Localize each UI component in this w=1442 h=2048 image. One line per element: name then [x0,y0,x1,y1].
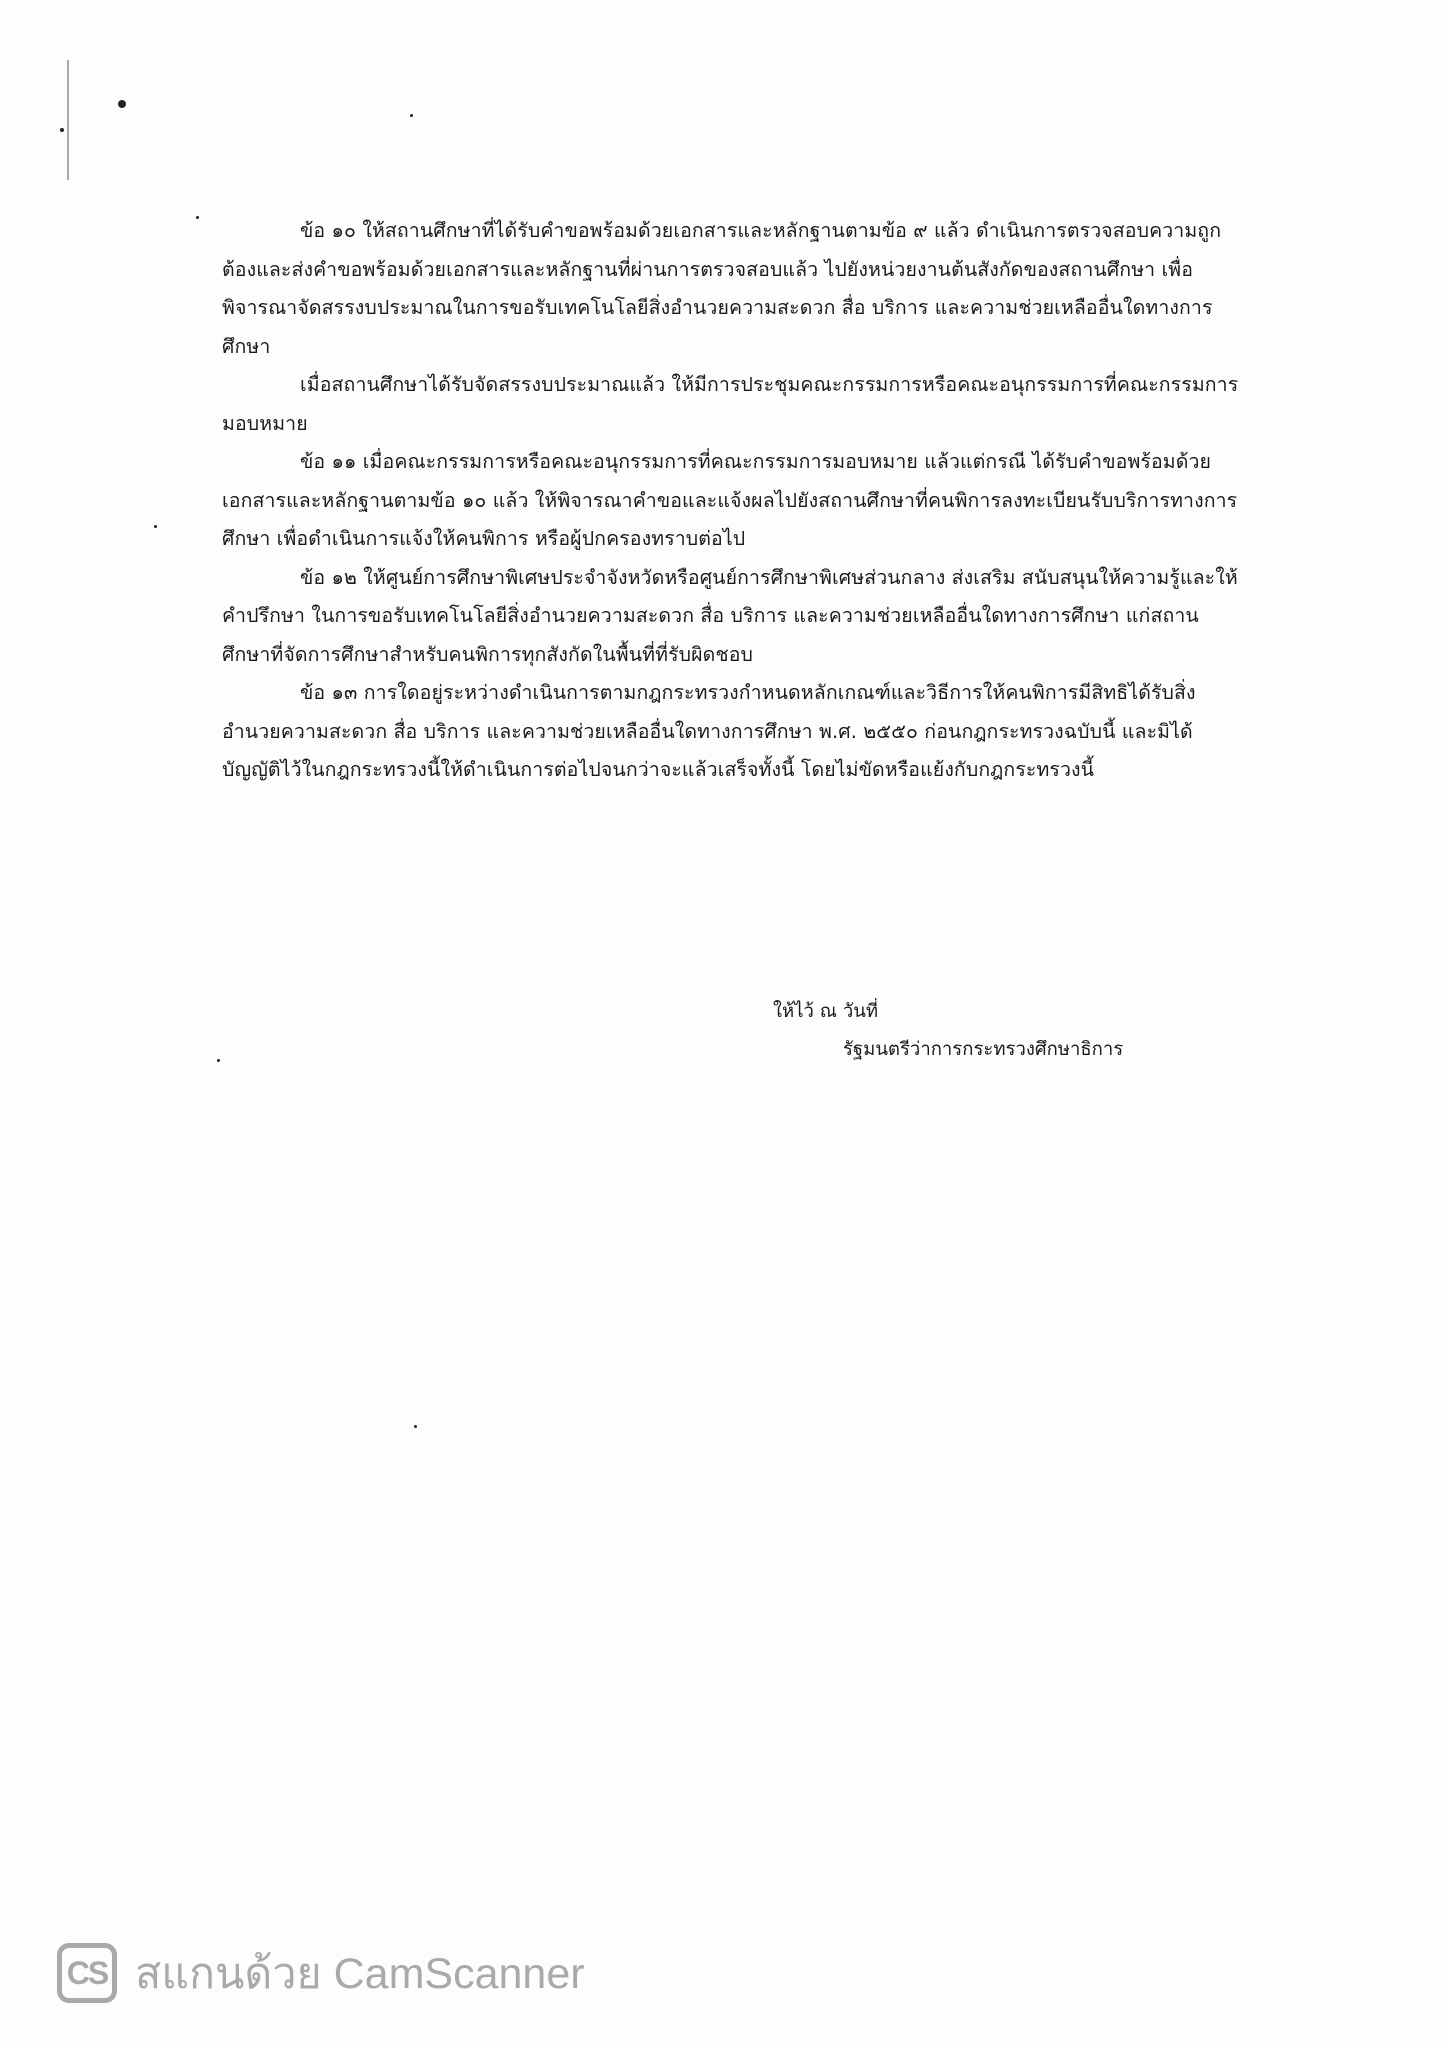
margin-rule [67,60,69,180]
scan-speck [410,114,413,117]
document-body [222,212,1242,790]
scan-speck [217,1059,220,1062]
camscanner-watermark [57,1939,585,2007]
scan-speck [60,128,64,132]
given-date-line: ให้ไว้ ณ วันที่ [773,1001,879,1022]
scan-speck [414,1425,417,1428]
scan-speck [118,100,126,108]
minister-title: รัฐมนตรีว่าการกระทรวงศึกษาธิการ [843,1039,1124,1060]
clause-12: ข้อ ๑๒ ให้ศูนย์การศึกษาพิเศษประจำจังหวัดหรือศูนย์การศึกษาพิเศษส่วนกลาง ส่งเสริม สนับสนุนให้ความรู้และให้คำปรึกษา ในการขอรับเทคโนโลยีสิ่งอำนวยความสะดวก สื่อ บริการ และความช่วยเหลืออื่นใดทางการศึกษา แก่สถานศึกษาที่จัดการศึกษาสำหรับคนพิการทุกสังกัดในพื้นที่ที่รับผิดชอบ [222,565,1238,666]
signature-block [773,993,1123,1069]
camscanner-logo-icon: CS [57,1943,117,2003]
clause-13: ข้อ ๑๓ การใดอยู่ระหว่างดำเนินการตามกฎกระทรวงกำหนดหลักเกณฑ์และวิธีการให้คนพิการมีสิทธิได้รับสิ่งอำนวยความสะดวก สื่อ บริการ และความช่วยเหลืออื่นใดทางการศึกษา พ.ศ. ๒๕๕๐ ก่อนกฎกระทรวงฉบับนี้ และมิได้บัญญัติไว้ในกฎกระทรวงนี้ให้ดำเนินการต่อไปจนกว่าจะแล้วเสร็จทั้งนี้ โดยไม่ขัดหรือแย้งกับกฎกระทรวงนี้ [222,681,1196,781]
watermark-text: สแกนด้วย CamScanner [135,1950,585,1998]
clause-10-budget: เมื่อสถานศึกษาได้รับจัดสรรงบประมาณแล้ว ให้มีการประชุมคณะกรรมการหรือคณะอนุกรรมการที่คณะกรรมการมอบหมาย [222,373,1239,435]
clause-10: ข้อ ๑๐ ให้สถานศึกษาที่ได้รับคำขอพร้อมด้วยเอกสารและหลักฐานตามข้อ ๙ แล้ว ดำเนินการตรวจสอบความถูกต้องและส่งคำขอพร้อมด้วยเอกสารและหลักฐานที่ผ่านการตรวจสอบแล้ว ไปยังหน่วยงานต้นสังกัดของสถานศึกษา เพื่อพิจารณาจัดสรรงบประมาณในการขอรับเทคโนโลยีสิ่งอำนวยความสะดวก สื่อ บริการ และความช่วยเหลืออื่นใดทางการศึกษา [222,219,1222,358]
clause-11: ข้อ ๑๑ เมื่อคณะกรรมการหรือคณะอนุกรรมการที่คณะกรรมการมอบหมาย แล้วแต่กรณี ได้รับคำขอพร้อมด้วยเอกสารและหลักฐานตามข้อ ๑๐ แล้ว ให้พิจารณาคำขอและแจ้งผลไปยังสถานศึกษาที่คนพิการลงทะเบียนรับบริการทางการศึกษา เพื่อดำเนินการแจ้งให้คนพิการ หรือผู้ปกครองทราบต่อไป [222,450,1238,550]
scan-speck [154,525,157,528]
scan-speck [196,216,199,219]
